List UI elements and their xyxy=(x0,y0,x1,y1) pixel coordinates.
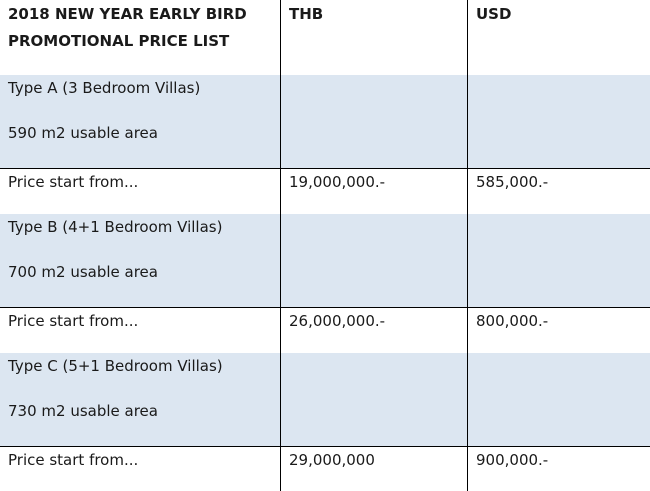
type-b-price-usd: 800,000.- xyxy=(476,312,549,330)
row-divider xyxy=(0,168,650,169)
type-a-price-thb: 19,000,000.- xyxy=(289,173,386,191)
table-title-line2: PROMOTIONAL PRICE LIST xyxy=(8,32,230,50)
type-c-area: 730 m2 usable area xyxy=(8,402,158,420)
col-divider-usd xyxy=(467,0,468,491)
type-b-name: Type B (4+1 Bedroom Villas) xyxy=(8,218,223,236)
type-c-price-thb: 29,000,000 xyxy=(289,451,375,469)
column-header-thb: THB xyxy=(289,5,324,23)
type-a-price-label: Price start from... xyxy=(8,173,139,191)
type-c-price-usd: 900,000.- xyxy=(476,451,549,469)
type-a-price-usd: 585,000.- xyxy=(476,173,549,191)
row-divider xyxy=(0,446,650,447)
type-b-price-label: Price start from... xyxy=(8,312,139,330)
row-divider xyxy=(0,307,650,308)
type-b-price-thb: 26,000,000.- xyxy=(289,312,386,330)
type-c-price-label: Price start from... xyxy=(8,451,139,469)
type-a-name: Type A (3 Bedroom Villas) xyxy=(8,79,201,97)
column-header-usd: USD xyxy=(476,5,512,23)
type-a-area: 590 m2 usable area xyxy=(8,124,158,142)
col-divider-thb xyxy=(280,0,281,491)
type-c-name: Type C (5+1 Bedroom Villas) xyxy=(8,357,223,375)
table-title-line1: 2018 NEW YEAR EARLY BIRD xyxy=(8,5,247,23)
type-b-area: 700 m2 usable area xyxy=(8,263,158,281)
